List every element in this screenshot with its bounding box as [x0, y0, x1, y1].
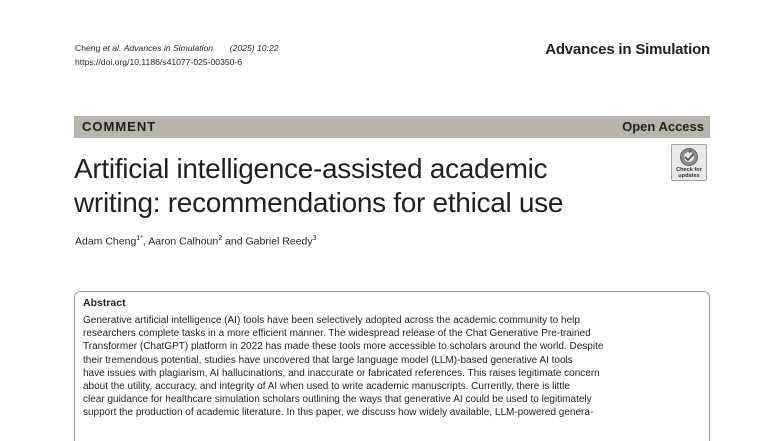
citation-etal: et al.	[102, 43, 122, 53]
abstract-line: Transformer (ChatGPT) platform in 2022 has made these tools more accessible to scholars around the world. Despite	[83, 341, 604, 353]
update-check-icon	[679, 147, 699, 167]
abstract-text	[83, 314, 699, 420]
abstract-line: about the utility, accuracy, and integrity of AI when used to write academic manuscripts. Currently, there is little	[83, 381, 570, 393]
article-type-banner	[74, 116, 710, 138]
doi-link[interactable]: https://doi.org/10.1186/s41077-025-00350-6	[75, 57, 243, 67]
citation-line	[75, 41, 279, 55]
abstract-line: support the production of academic literature. In this paper, we discuss how widely available, LLM-powered genera-	[83, 407, 594, 419]
citation-authors: Cheng	[75, 43, 101, 53]
journal-logo-text: Advances in Simulation	[545, 41, 710, 58]
check-for-updates-button[interactable]	[671, 144, 707, 181]
abstract-line: Generative artificial intelligence (AI) tools have been selectively adopted across the academic community to help	[83, 315, 580, 326]
abstract-line: clear guidance for healthcare simulation scholars outlining the ways that generative AI could be used to legitimately	[83, 394, 592, 406]
abstract-box	[74, 291, 710, 441]
author-affiliation-mark: 2	[218, 235, 223, 242]
abstract-line: their tremendous potential, studies have uncovered that large language model (LLM)-based generative AI tools	[83, 354, 573, 366]
author-list	[75, 235, 317, 248]
check-for-updates-label: Check for updates	[676, 167, 702, 179]
abstract-line: have issues with plagiarism, AI hallucinations, and inaccurate or fabricated references. This raises legitimate concern	[83, 367, 600, 379]
author-affiliation-mark: 1*	[136, 235, 143, 242]
open-access-label: Open Access	[622, 119, 704, 134]
article-type-label: COMMENT	[82, 119, 157, 134]
citation-block	[75, 41, 279, 69]
abstract-line: researchers complete tasks in a more efficient manner. The widespread release of the Chat Generative Pre-trained	[83, 328, 591, 340]
article-title-line-1: Artificial intelligence-assisted academic	[74, 153, 548, 184]
author-name[interactable]: Adam Cheng	[75, 235, 137, 248]
article-title	[74, 152, 664, 220]
citation-year-volume: (2025) 10:22	[229, 43, 279, 53]
article-title-line-2: writing: recommendations for ethical use	[74, 187, 564, 218]
author-affiliation-mark: 3	[312, 235, 317, 242]
author-separator: ,	[142, 235, 149, 248]
abstract-heading: Abstract	[83, 297, 126, 309]
author-separator: and	[222, 235, 246, 248]
author-name[interactable]: Gabriel Reedy	[245, 235, 313, 248]
author-name[interactable]: Aaron Calhoun	[148, 235, 219, 248]
citation-journal: Advances in Simulation	[123, 43, 214, 53]
